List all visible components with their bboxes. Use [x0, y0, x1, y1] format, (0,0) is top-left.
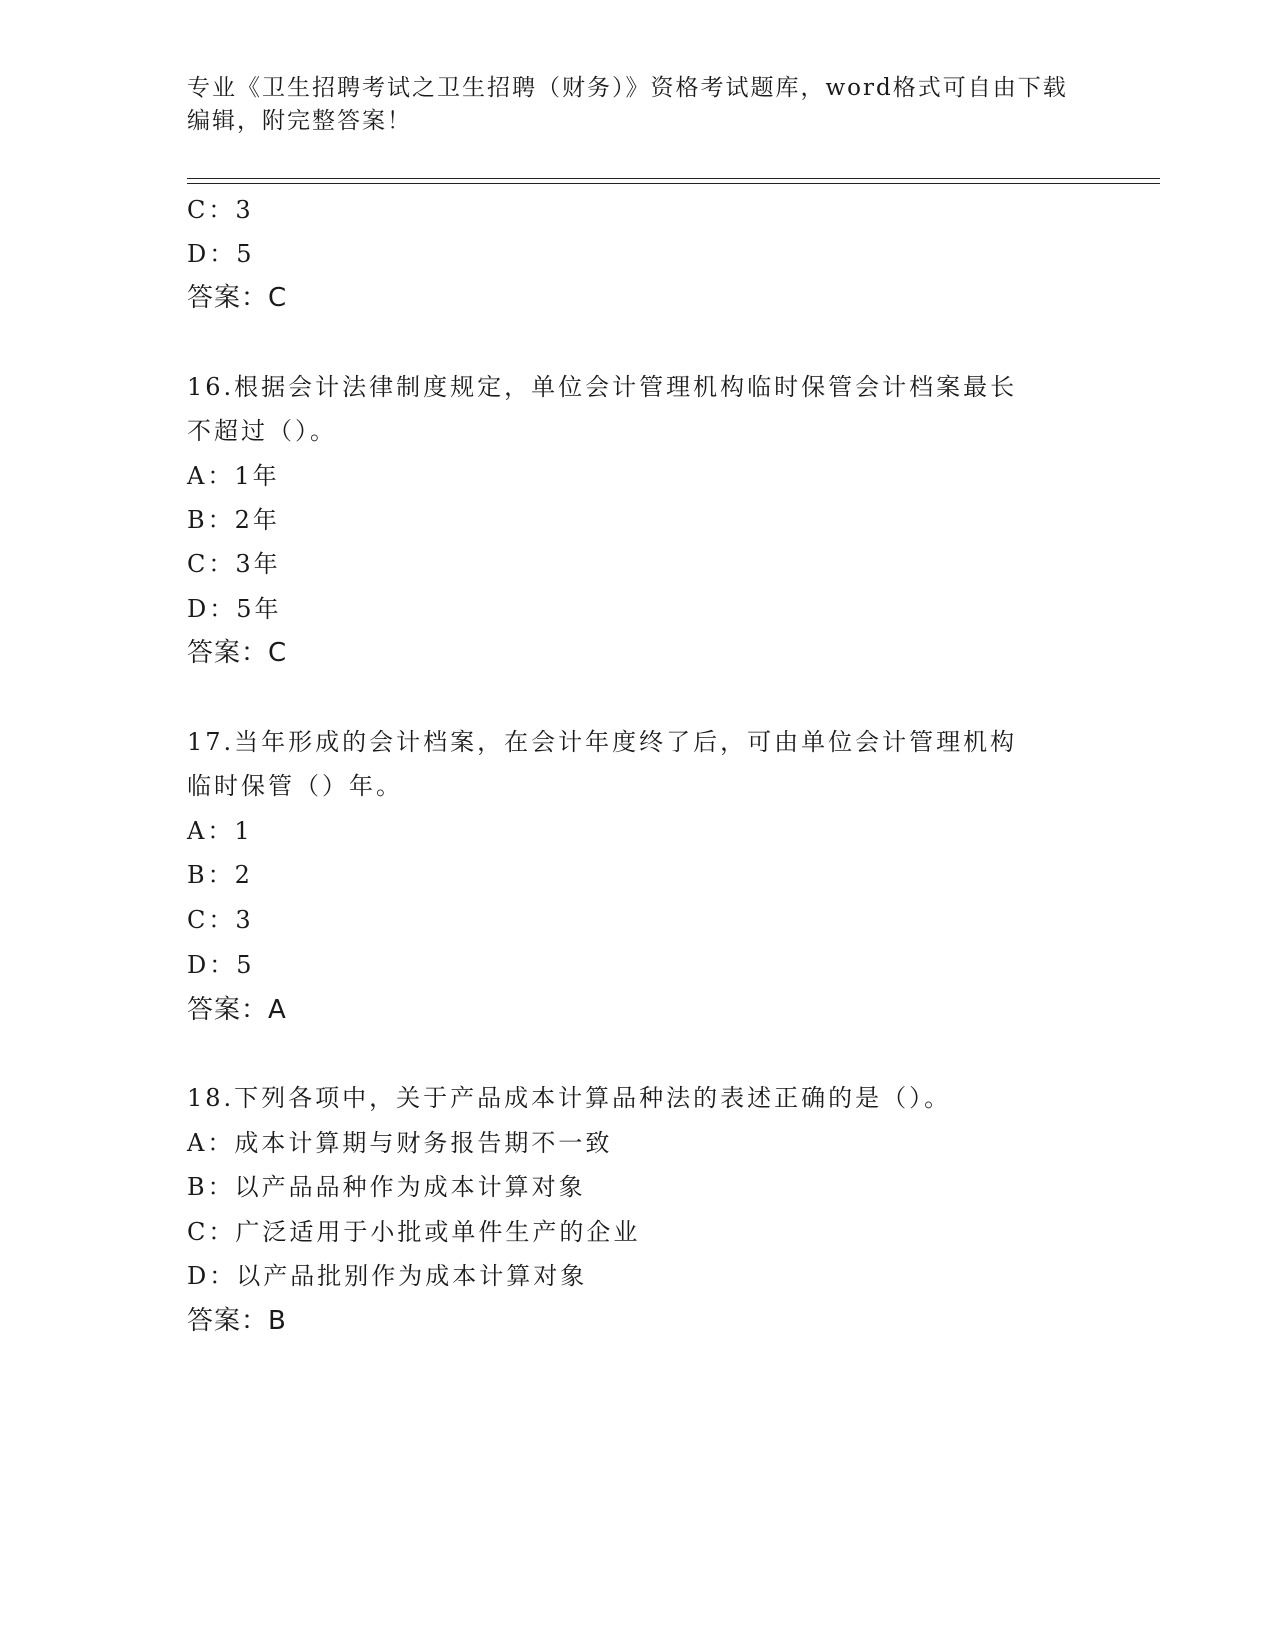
q17-answer: 答案：A	[187, 995, 287, 1025]
q18-answer: 答案：B	[187, 1306, 287, 1336]
q16-text-line-2: 不超过（）。	[187, 417, 337, 445]
q17-option-d: D：5	[187, 951, 255, 979]
prev-answer: 答案：C	[187, 283, 288, 313]
q18-text-line-1: 18.下列各项中，关于产品成本计算品种法的表述正确的是（）。	[187, 1084, 952, 1112]
q18-option-b: B：以产品品种作为成本计算对象	[187, 1173, 586, 1201]
header-divider-double	[187, 183, 1160, 184]
q17-text-line-2: 临时保管（）年。	[187, 772, 403, 800]
q17-option-c: C：3	[187, 906, 254, 934]
q18-option-a: A：成本计算期与财务报告期不一致	[187, 1129, 613, 1157]
q16-text-line-1: 16.根据会计法律制度规定，单位会计管理机构临时保管会计档案最长	[187, 373, 1018, 401]
q17-option-b: B：2	[187, 861, 253, 889]
q17-text-line-1: 17.当年形成的会计档案，在会计年度终了后，可由单位会计管理机构	[187, 728, 1018, 756]
q16-option-a: A：1年	[187, 462, 280, 490]
q16-option-c: C：3年	[187, 550, 281, 578]
q18-option-d: D：以产品批别作为成本计算对象	[187, 1262, 588, 1290]
q17-option-a: A：1	[187, 817, 253, 845]
prev-option-c: C：3	[187, 196, 254, 224]
header-line-2: 编辑，附完整答案！	[187, 108, 412, 134]
q16-option-b: B：2年	[187, 506, 280, 534]
q16-option-d: D：5年	[187, 595, 282, 623]
q16-answer: 答案：C	[187, 638, 288, 668]
prev-option-d: D：5	[187, 240, 255, 268]
header-line-1: 专业《卫生招聘考试之卫生招聘（财务）》资格考试题库，word格式可自由下载	[187, 75, 1068, 101]
header-divider	[187, 178, 1160, 179]
q18-option-c: C：广泛适用于小批或单件生产的企业	[187, 1218, 641, 1246]
document-header	[187, 72, 1087, 138]
